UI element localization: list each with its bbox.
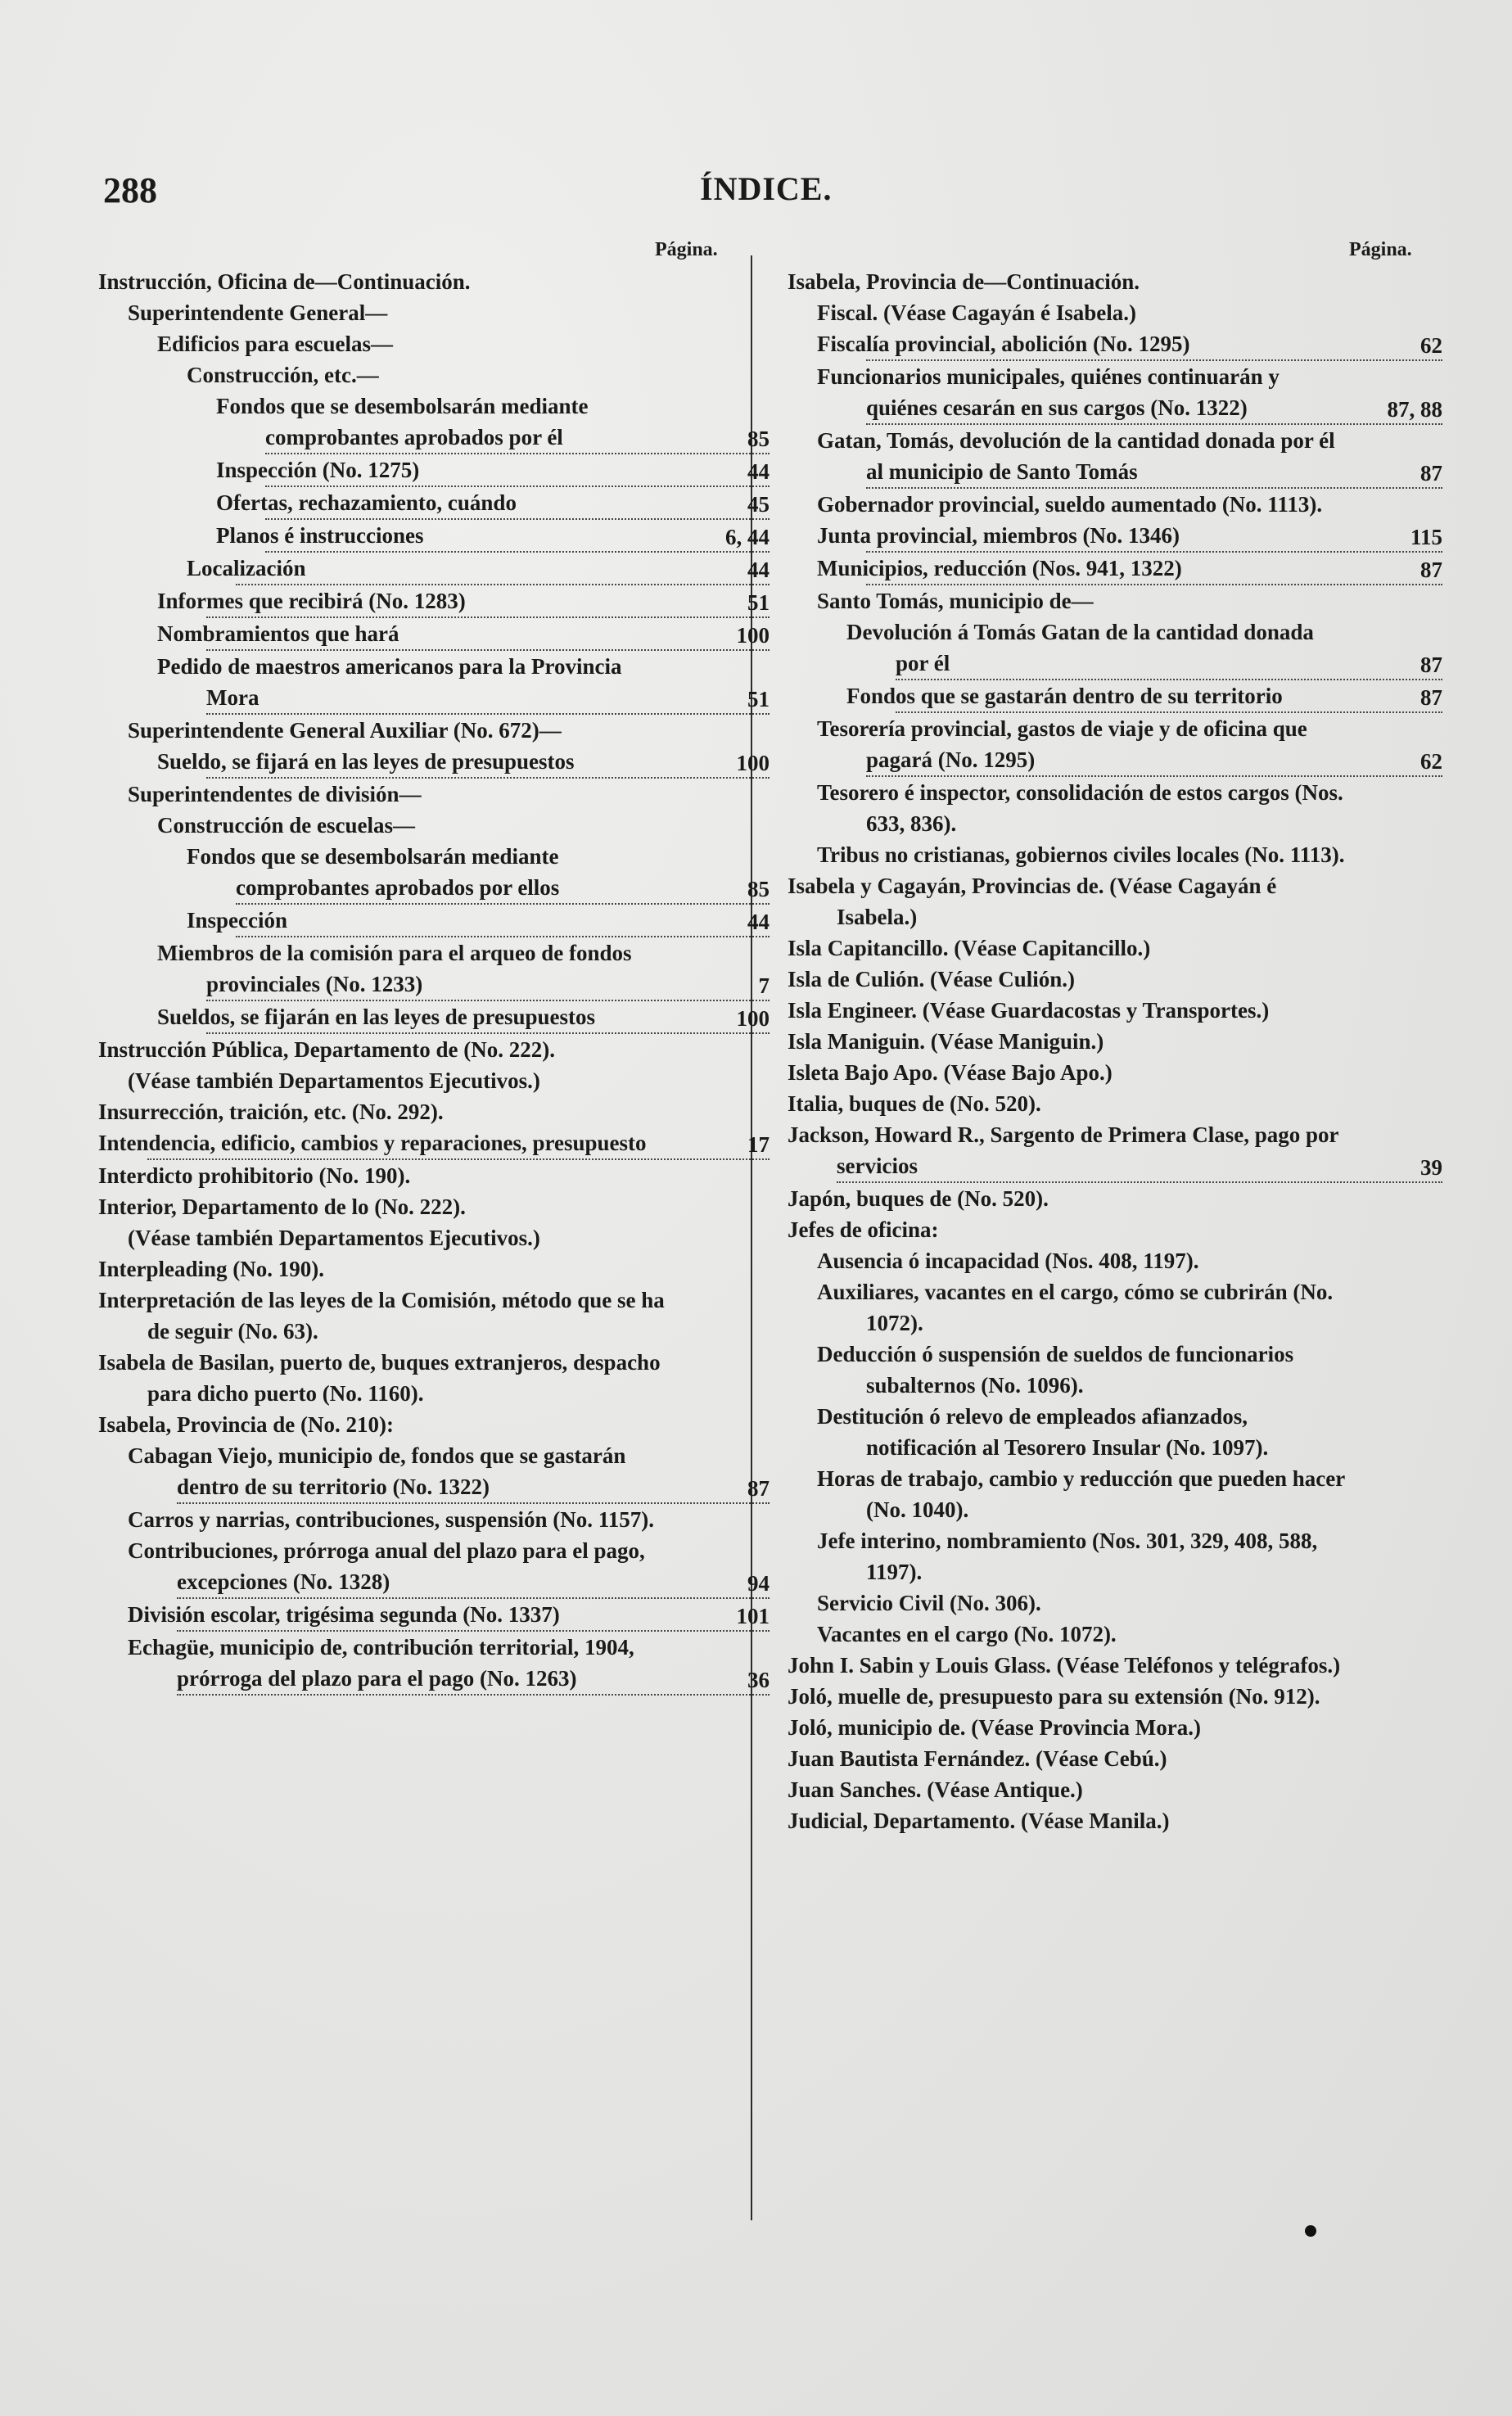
index-entry-text: Intendencia, edificio, cambios y reparaciones, presupuesto (147, 1127, 770, 1160)
index-entry (788, 1214, 1442, 1245)
index-entry (788, 520, 1442, 553)
index-entry-text: John I. Sabin y Louis Glass. (Véase Teléfonos y telégrafos.) (788, 1653, 1341, 1678)
index-entry-text: Juan Sanches. (Véase Antique.) (788, 1777, 1083, 1802)
index-entry (98, 841, 770, 905)
index-entry-text: Servicio Civil (No. 306). (817, 1591, 1041, 1615)
index-entry-page: 100 (736, 1006, 770, 1031)
page-column-label-left: Página. (655, 239, 718, 260)
ink-speck (1305, 2225, 1316, 2237)
index-entry (788, 489, 1442, 520)
index-entry-text: Isla Capitancillo. (Véase Capitancillo.) (788, 936, 1151, 960)
index-entry-text: Isabela de Basilan, puerto de, buques extranjeros, despacho para dicho puerto (No. 1160). (98, 1350, 661, 1406)
index-entry (788, 1587, 1442, 1619)
index-entry-text: Jefe interino, nombramiento (Nos. 301, 329, 408, 588, 1197). (817, 1529, 1318, 1584)
index-entry (98, 1632, 770, 1696)
index-entry (788, 361, 1442, 425)
index-entry-text: Interior, Departamento de lo (No. 222). (98, 1194, 466, 1219)
index-entry (98, 359, 770, 391)
index-entry-page: 62 (1420, 333, 1442, 358)
index-entry (788, 1805, 1442, 1836)
index-entry (98, 715, 770, 746)
index-entry-text: (Véase también Departamentos Ejecutivos.) (128, 1226, 540, 1250)
index-entry (98, 1599, 770, 1632)
index-entry-text: Miembros de la comisión para el arqueo de fondos provinciales (No. 1233) (206, 937, 770, 1001)
index-entry-text: Cabagan Viejo, municipio de, fondos que se gastarán dentro de su territorio (No. 1322) (177, 1440, 770, 1504)
index-entry (788, 777, 1442, 839)
index-entry-text: Japón, buques de (No. 520). (788, 1186, 1049, 1211)
index-entry-page: 100 (736, 751, 770, 775)
index-entry-text: Edificios para escuelas— (157, 332, 393, 356)
index-entry-page: 101 (736, 1604, 770, 1628)
index-entry (788, 553, 1442, 585)
index-column-left (98, 266, 770, 1696)
index-entry-text: Construcción de escuelas— (157, 813, 415, 838)
index-entry (98, 905, 770, 937)
index-entry (98, 1096, 770, 1127)
index-entry-text: Tribus no cristianas, gobiernos civiles locales (No. 1113). (817, 842, 1345, 867)
index-entry (98, 1409, 770, 1440)
index-entry (98, 1504, 770, 1535)
index-entry-text: Auxiliares, vacantes en el cargo, cómo se cubrirán (No. 1072). (817, 1280, 1334, 1335)
index-entry-text: Sueldo, se fijará en las leyes de presupuestos (206, 746, 770, 779)
index-entry (788, 870, 1442, 933)
index-entry (788, 1774, 1442, 1805)
index-entry-text: Isla Maniguin. (Véase Maniguin.) (788, 1029, 1104, 1054)
index-entry-page: 45 (747, 492, 770, 517)
index-entry (788, 1088, 1442, 1119)
index-entry (788, 1743, 1442, 1774)
index-entry-page: 7 (758, 973, 770, 998)
index-entry (98, 297, 770, 328)
index-entry (788, 1463, 1442, 1525)
index-entry-text: Destitución ó relevo de empleados afianzados, notificación al Tesorero Insular (No. 1097). (817, 1404, 1269, 1460)
index-entry (98, 266, 770, 297)
index-entry-text: Pedido de maestros americanos para la Provincia Mora (206, 651, 770, 715)
index-entry (788, 964, 1442, 995)
index-entry (98, 391, 770, 454)
index-entry-text: Joló, muelle de, presupuesto para su extensión (No. 912). (788, 1684, 1320, 1709)
index-entry-text: Inspección (No. 1275) (265, 454, 770, 487)
index-entry-page: 6, 44 (725, 525, 770, 549)
index-entry-text: Junta provincial, miembros (No. 1346) (866, 520, 1442, 553)
index-entry (98, 1065, 770, 1096)
index-entry (788, 616, 1442, 680)
index-entry-page: 17 (747, 1132, 770, 1157)
index-entry-text: Echagüe, municipio de, contribución territorial, 1904, prórroga del plazo para el pago (No. 1263) (177, 1632, 770, 1696)
index-entry (788, 1339, 1442, 1401)
index-entry-page: 100 (736, 623, 770, 648)
index-entry (98, 1001, 770, 1034)
page-number: 288 (103, 170, 157, 210)
index-entry-text: Italia, buques de (No. 520). (788, 1091, 1041, 1116)
index-entry-page: 87 (1420, 461, 1442, 485)
index-entry-text: Municipios, reducción (Nos. 941, 1322) (866, 553, 1442, 585)
index-entry-text: Ausencia ó incapacidad (Nos. 408, 1197). (817, 1249, 1199, 1273)
index-entry-text: Localización (236, 553, 770, 585)
index-entry-text: Fiscal. (Véase Cagayán é Isabela.) (817, 300, 1136, 325)
index-entry-text: Horas de trabajo, cambio y reducción que pueden hacer (No. 1040). (817, 1466, 1345, 1522)
index-entry-text: Ofertas, rechazamiento, cuándo (265, 487, 770, 520)
index-entry-text: Instrucción Pública, Departamento de (No. 222). (98, 1037, 555, 1062)
index-entry (98, 1285, 770, 1347)
index-entry-text: Santo Tomás, municipio de— (817, 589, 1094, 613)
index-entry (788, 839, 1442, 870)
index-entry (98, 1191, 770, 1222)
index-entry (98, 1347, 770, 1409)
index-entry (98, 1440, 770, 1504)
index-entry-text: Planos é instrucciones (265, 520, 770, 553)
index-entry-page: 87, 88 (1387, 397, 1442, 422)
index-entry (788, 297, 1442, 328)
index-entry (98, 585, 770, 618)
index-entry-text: Juan Bautista Fernández. (Véase Cebú.) (788, 1746, 1167, 1771)
index-entry-text: Gatan, Tomás, devolución de la cantidad donada por él al municipio de Santo Tomás (866, 425, 1442, 489)
index-entry (98, 328, 770, 359)
index-entry (788, 933, 1442, 964)
index-entry-text: Superintendente General Auxiliar (No. 672)— (128, 718, 562, 743)
index-entry (98, 651, 770, 715)
index-entry-text: Jackson, Howard R., Sargento de Primera Clase, pago por servicios (837, 1119, 1442, 1183)
index-entry-page: 94 (747, 1571, 770, 1596)
index-entry-text: Funcionarios municipales, quiénes continuarán y quiénes cesarán en sus cargos (No. 1322) (866, 361, 1442, 425)
index-entry (98, 1222, 770, 1253)
index-entry (788, 328, 1442, 361)
index-entry-text: Sueldos, se fijarán en las leyes de presupuestos (206, 1001, 770, 1034)
index-entry-page: 44 (747, 558, 770, 582)
index-entry-text: Vacantes en el cargo (No. 1072). (817, 1622, 1117, 1646)
index-entry-text: Informes que recibirá (No. 1283) (206, 585, 770, 618)
index-entry (98, 1160, 770, 1191)
index-entry-text: Isabela, Provincia de—Continuación. (788, 269, 1140, 294)
index-entry-text: Deducción ó suspensión de sueldos de funcionarios subalternos (No. 1096). (817, 1342, 1294, 1398)
index-entry (788, 1276, 1442, 1339)
index-entry-page: 115 (1410, 525, 1442, 549)
running-head: ÍNDICE. (700, 170, 833, 207)
index-entry-text: Isleta Bajo Apo. (Véase Bajo Apo.) (788, 1060, 1113, 1085)
index-entry-text: Jefes de oficina: (788, 1217, 939, 1242)
index-entry-text: Tesorero é inspector, consolidación de estos cargos (Nos. 633, 836). (817, 780, 1343, 836)
index-entry-text: Insurrección, traición, etc. (No. 292). (98, 1100, 444, 1124)
index-entry (98, 810, 770, 841)
index-entry-text: Superintendente General— (128, 300, 388, 325)
index-entry-text: Interdicto prohibitorio (No. 190). (98, 1163, 411, 1188)
index-column-right (788, 266, 1442, 1836)
index-entry-text: Fondos que se gastarán dentro de su territorio (896, 680, 1442, 713)
index-entry-text: Nombramientos que hará (206, 618, 770, 651)
index-entry-page: 85 (747, 427, 770, 451)
index-entry (788, 425, 1442, 489)
index-entry (788, 1619, 1442, 1650)
index-entry-text: Judicial, Departamento. (Véase Manila.) (788, 1809, 1170, 1833)
index-entry-text: Joló, municipio de. (Véase Provincia Mora.) (788, 1715, 1201, 1740)
index-entry (788, 680, 1442, 713)
index-entry-text: Isabela, Provincia de (No. 210): (98, 1412, 394, 1437)
page-column-label-right: Página. (1349, 239, 1412, 260)
index-entry-page: 87 (1420, 653, 1442, 677)
index-entry-page: 39 (1420, 1155, 1442, 1180)
index-entry (788, 1650, 1442, 1681)
index-entry-text: Fondos que se desembolsarán mediante comprobantes aprobados por él (265, 391, 770, 454)
index-entry-page: 51 (747, 590, 770, 615)
index-entry (788, 1183, 1442, 1214)
index-entry (98, 1127, 770, 1160)
index-entry (788, 1712, 1442, 1743)
index-entry-text: Construcción, etc.— (187, 363, 379, 387)
index-entry-text: Isla de Culión. (Véase Culión.) (788, 967, 1076, 991)
index-entry (98, 520, 770, 553)
index-entry-text: Gobernador provincial, sueldo aumentado (No. 1113). (817, 492, 1323, 517)
index-entry (98, 553, 770, 585)
index-entry-text: Superintendentes de división— (128, 782, 422, 806)
index-entry (788, 1057, 1442, 1088)
index-entry-text: Isabela y Cagayán, Provincias de. (Véase Cagayán é Isabela.) (788, 874, 1277, 929)
index-entry (98, 937, 770, 1001)
index-entry-page: 85 (747, 877, 770, 901)
index-entry (788, 585, 1442, 616)
index-entry-page: 87 (747, 1476, 770, 1501)
index-entry-text: Interpleading (No. 190). (98, 1257, 324, 1281)
index-entry (788, 266, 1442, 297)
index-entry-text: Carros y narrias, contribuciones, suspensión (No. 1157). (128, 1507, 655, 1532)
index-entry-page: 87 (1420, 558, 1442, 582)
index-entry-page: 44 (747, 910, 770, 934)
index-entry (98, 454, 770, 487)
index-entry (98, 487, 770, 520)
index-entry (788, 1026, 1442, 1057)
index-entry-text: Fondos que se desembolsarán mediante comprobantes aprobados por ellos (236, 841, 770, 905)
index-entry-text: Contribuciones, prórroga anual del plazo para el pago, excepciones (No. 1328) (177, 1535, 770, 1599)
index-entry-text: Devolución á Tomás Gatan de la cantidad donada por él (896, 616, 1442, 680)
index-entry (98, 1034, 770, 1065)
index-entry (98, 1535, 770, 1599)
index-entry-page: 44 (747, 459, 770, 484)
index-entry (788, 1401, 1442, 1463)
index-entry-text: Fiscalía provincial, abolición (No. 1295) (866, 328, 1442, 361)
index-entry (98, 746, 770, 779)
index-entry (98, 779, 770, 810)
index-entry-text: Tesorería provincial, gastos de viaje y de oficina que pagará (No. 1295) (866, 713, 1442, 777)
index-entry (98, 618, 770, 651)
index-entry-page: 36 (747, 1668, 770, 1692)
index-entry-page: 62 (1420, 749, 1442, 774)
index-entry-page: 51 (747, 687, 770, 711)
index-entry-text: División escolar, trigésima segunda (No. 1337) (177, 1599, 770, 1632)
index-entry (788, 995, 1442, 1026)
index-entry-text: (Véase también Departamentos Ejecutivos.) (128, 1068, 540, 1093)
index-entry (788, 1245, 1442, 1276)
index-entry-text: Isla Engineer. (Véase Guardacostas y Transportes.) (788, 998, 1270, 1023)
index-entry-text: Interpretación de las leyes de la Comisión, método que se ha de seguir (No. 63). (98, 1288, 665, 1343)
index-entry-text: Instrucción, Oficina de—Continuación. (98, 269, 471, 294)
index-entry (788, 1681, 1442, 1712)
index-entry (788, 713, 1442, 777)
index-entry (788, 1119, 1442, 1183)
index-entry-page: 87 (1420, 685, 1442, 710)
index-entry-text: Inspección (236, 905, 770, 937)
index-entry (98, 1253, 770, 1285)
index-entry (788, 1525, 1442, 1587)
